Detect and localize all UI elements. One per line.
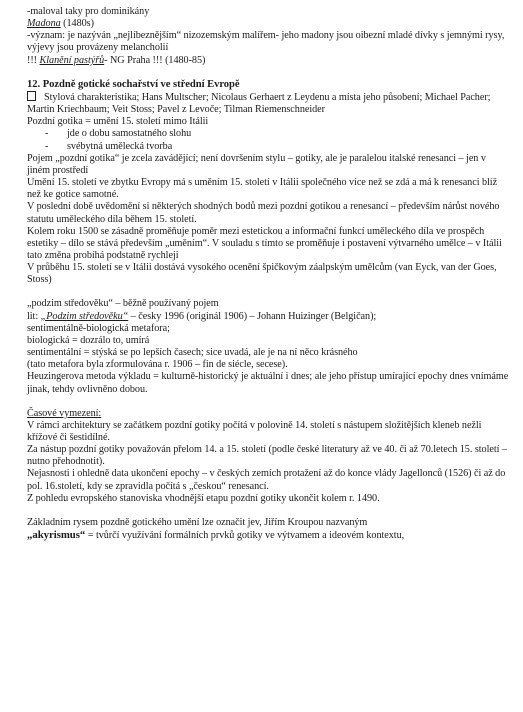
bullet-item: - jde o dobu samostatného slohu: [45, 128, 192, 140]
dash-icon: -: [45, 140, 49, 152]
paragraph-recent: V poslední době uvědomění si některých shodných bodů mezi pozdní gotikou a renesancí – především nárůst nového statutu uměleckého díla během 15. století.: [27, 201, 500, 225]
dash-icon: -: [45, 128, 49, 140]
autumn-literature: lit: „Podzim středověku“ – česky 1996 (originál 1906) – Johann Huizinger (Belgičan);: [27, 310, 377, 322]
dating-european: Z pohledu evropského stanoviska vhodnější etapu pozdní gotiky ukončit kolem r. 1490.: [27, 492, 380, 504]
line-madona: [27, 18, 509, 30]
dating-end: Nejasnosti i ohledně data ukončení epochy – v českých zemích protažení až do konce vlády Jagellonců (1526) či až do pol. 16.století, kdy se zpravidla počítá s „českou“ renesancí.: [27, 468, 506, 492]
autumn-method: Heuzingerova metoda výkladu = kulturně-historický je aktuální i dnes; ale jeho přístup umírající epochy dnes vnímáme jinak, tehdy ovlivněno dobou.: [27, 371, 509, 395]
checkbox-square-icon: [27, 91, 36, 101]
late-gothic-definition: Pozdní gotika = umění 15. století mimo Itálii: [27, 116, 209, 128]
paragraph-renaissance: Umění 15. století ve zbytku Evropy má s uměním 15. století v Itálii společného více než se zdá a má k renesanci blíž než ke gotice samotné.: [27, 177, 498, 201]
line-significance: -význam: je nazýván „nejlíbeznějším“ nizozemským malířem- jeho madony jsou oibezní mladé dívky s jemnými rysy, výjevy jsou provázeny melancholií: [27, 30, 505, 54]
section-heading-12: 12. Pozdně gotické sochařství ve střední Evropě: [27, 78, 240, 90]
artists-text: Stylová charakteristika; Hans Multscher; Nicolaus Gerhaert z Leydenu a místa jeho působení; Michael Pacher; Martin Kriechbaum; Veit Stoss; Pavel z Levoče; Tilman Riemenschneider: [27, 91, 491, 116]
adoration-suffix: - NG Praha !!! (1480-85): [104, 54, 206, 66]
artists-line: [27, 91, 509, 116]
akyrismus-term: „akyrismus“: [27, 529, 86, 542]
paragraph-italy: V průběhu 15. století se v Itálii dostává vysokého ocenění špičkovým záalpským umělcům (van Eyck, van der Goes, Stoss): [27, 262, 497, 286]
madona-date: (1480s): [60, 18, 94, 30]
line-adoration: [27, 55, 509, 67]
paragraph-term: Pojem „pozdní gotika“ je zcela zavádějící; není dovršením stylu – gotiky, ale je paralelou italské renesanci – jen v jiném prostředí: [27, 152, 486, 176]
adoration-title: Klanění pastýřů: [39, 54, 105, 66]
autumn-biological: biologická = dozrálo to, umírá: [27, 334, 150, 346]
bullet-item: - svébytná umělecká tvorba: [45, 140, 173, 152]
autumn-metaphor: sentimentálně-biologická metafora;: [27, 322, 170, 334]
madona-title: Madona: [27, 18, 61, 30]
dating-heading: Časové vymezení:: [27, 407, 102, 419]
exclaim-prefix: !!!: [27, 54, 40, 66]
autumn-formulated: (tato metafora byla zformulována r. 1906 – fin de siécle, secese).: [27, 359, 288, 371]
autumn-term: „podzim středověku“ – běžně používaný pojem: [27, 298, 219, 310]
dating-onset: Za nástup pozdní gotiky považován přelom 14. a 15. století (podle české literatury až ve 40. či až 70.letech 15. století – nutno přehodnotit).: [27, 444, 507, 468]
closing-paragraph: Základním rysem pozdně gotického umění lze označit jev, Jiřím Kroupou nazvaným „akyrismus“ = tvůrčí využívání formálních prvků gotiky ve výtvamem a ideovém kontextu,: [27, 516, 405, 542]
paragraph-1500: Kolem roku 1500 se zásadně proměňuje poměr mezi estetickou a informační funkcí uměleckého díla ve prospěch estetiky – dílo se stává především „uměním“. V souladu s tímto se proměňuje i postavení výtvarného umělce – v Itálii tato změna probíhá podstatně rychleji: [27, 225, 502, 261]
autumn-sentimental: sentimentální = stýská se po lepších časech; sice uvadá, ale je na ní něco krásného: [27, 347, 358, 359]
line-dominicans: -maloval taky pro dominikány: [27, 6, 150, 17]
dating-architecture: V rámci architektury se začátkem pozdní gotiky počítá v polovině 14. století s nástupem složitějších kleneb nežli křížové či šestidílné.: [27, 419, 482, 443]
book-title: „Podzim středověku“: [40, 310, 129, 322]
